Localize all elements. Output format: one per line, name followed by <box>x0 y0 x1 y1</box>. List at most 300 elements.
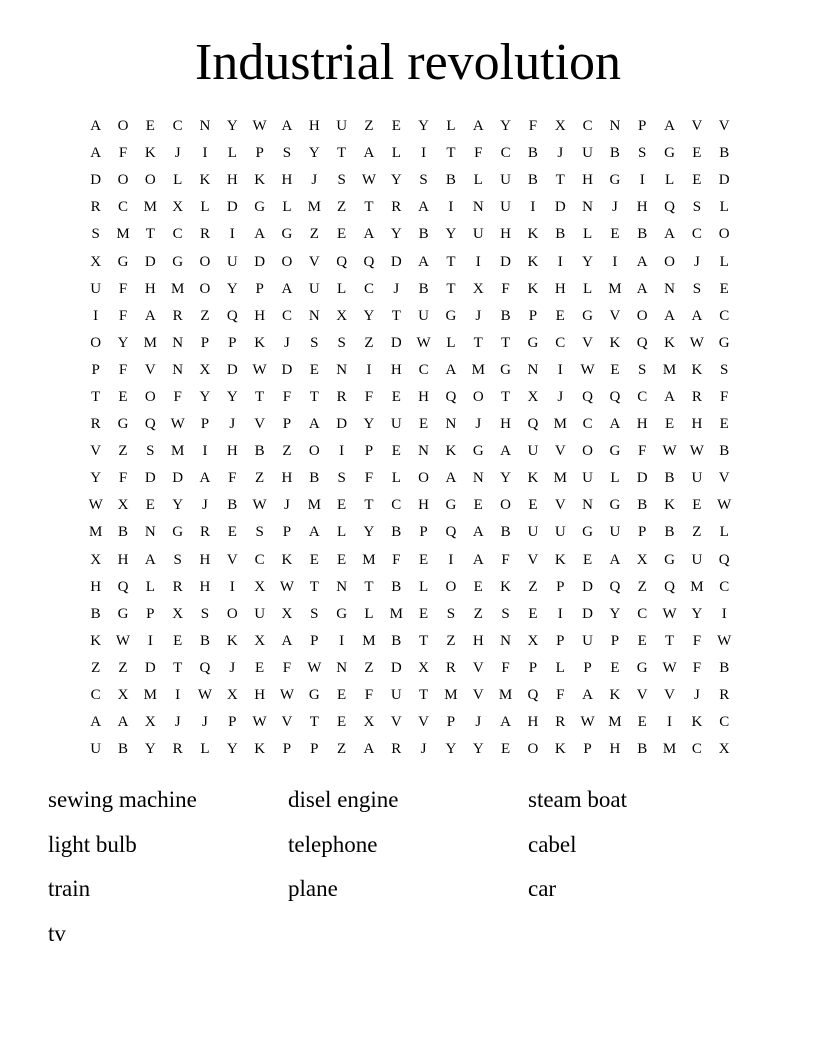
grid-cell: W <box>717 497 732 514</box>
grid-cell: N <box>172 334 184 351</box>
grid-cell: Q <box>199 659 211 676</box>
grid-cell: P <box>310 632 319 649</box>
grid-cell: A <box>691 307 703 324</box>
grid-cell: U <box>691 551 703 568</box>
grid-cell: W <box>580 714 595 731</box>
grid-cell: L <box>337 524 347 541</box>
grid-cell: U <box>472 226 484 243</box>
grid-cell: A <box>636 280 648 297</box>
grid-cell: L <box>391 145 401 162</box>
grid-cell: K <box>199 172 211 189</box>
grid-cell: K <box>664 497 675 514</box>
grid-cell: B <box>637 741 648 758</box>
grid-cell: L <box>582 226 593 243</box>
grid-cell: Y <box>418 118 430 135</box>
grid-cell: B <box>637 226 648 243</box>
grid-cell: K <box>445 443 457 460</box>
grid-cell: B <box>637 497 648 514</box>
grid-cell: O <box>527 741 539 758</box>
grid-cell: T <box>309 714 319 731</box>
grid-cell: F <box>228 470 237 487</box>
grid-cell: Z <box>528 578 538 595</box>
grid-cell: A <box>472 551 484 568</box>
grid-cell: I <box>93 307 99 324</box>
grid-cell: J <box>475 307 482 324</box>
grid-cell: O <box>226 605 238 622</box>
grid-cell: F <box>392 551 401 568</box>
grid-cell: P <box>282 524 292 541</box>
grid-cell: O <box>418 470 430 487</box>
grid-cell: P <box>200 334 210 351</box>
grid-cell: B <box>90 605 101 622</box>
grid-cell: H <box>636 416 648 433</box>
grid-cell: C <box>363 280 374 297</box>
grid-cell: Y <box>390 226 402 243</box>
grid-cell: R <box>172 741 183 758</box>
grid-cell: T <box>364 497 374 514</box>
grid-cell: A <box>90 714 102 731</box>
grid-cell: Q <box>718 551 730 568</box>
grid-cell: A <box>281 280 293 297</box>
grid-cell: J <box>393 280 400 297</box>
grid-cell: H <box>254 687 266 704</box>
grid-cell: W <box>662 659 677 676</box>
grid-cell: Q <box>445 388 457 405</box>
word-item: sewing machine <box>48 787 197 813</box>
grid-cell: V <box>718 470 730 487</box>
grid-cell: V <box>554 497 566 514</box>
grid-cell: A <box>445 361 457 378</box>
grid-cell: C <box>254 551 265 568</box>
grid-cell: Q <box>144 416 156 433</box>
grid-cell: L <box>446 118 456 135</box>
grid-cell: Q <box>582 388 593 405</box>
grid-cell: M <box>608 280 622 297</box>
grid-cell: T <box>309 578 319 595</box>
grid-cell: J <box>229 416 236 433</box>
grid-cell: D <box>582 605 593 622</box>
grid-cell: F <box>282 388 292 405</box>
grid-cell: A <box>664 307 675 324</box>
grid-cell: E <box>337 551 347 568</box>
grid-cell: I <box>448 199 454 216</box>
grid-cell: J <box>202 714 208 731</box>
grid-cell: Q <box>664 578 675 595</box>
grid-cell: I <box>557 253 563 270</box>
grid-cell: A <box>117 714 129 731</box>
grid-cell: E <box>255 659 265 676</box>
grid-row <box>82 303 738 330</box>
grid-row <box>82 167 738 194</box>
grid-cell: V <box>418 714 430 731</box>
grid-cell: E <box>391 443 401 460</box>
grid-cell: V <box>472 687 484 704</box>
grid-cell: L <box>391 470 401 487</box>
grid-cell: H <box>691 416 703 433</box>
grid-cell: S <box>337 172 346 189</box>
grid-cell: N <box>418 443 430 460</box>
grid-cell: W <box>252 714 267 731</box>
grid-cell: O <box>664 253 675 270</box>
grid-row <box>82 465 738 492</box>
grid-cell: N <box>472 199 484 216</box>
grid-cell: Q <box>226 307 238 324</box>
grid-cell: L <box>473 172 483 189</box>
grid-cell: H <box>254 307 266 324</box>
grid-cell: A <box>308 524 320 541</box>
grid-row <box>82 628 738 655</box>
grid-cell: Y <box>609 605 621 622</box>
grid-cell: U <box>500 199 511 216</box>
grid-cell: W <box>252 497 267 514</box>
grid-cell: A <box>664 226 675 243</box>
grid-cell: E <box>528 605 538 622</box>
grid-cell: F <box>474 145 483 162</box>
grid-cell: B <box>527 145 538 162</box>
grid-cell: L <box>200 741 210 758</box>
grid-cell: K <box>664 334 675 351</box>
grid-cell: T <box>501 388 511 405</box>
grid-cell: E <box>419 605 429 622</box>
grid-cell: K <box>527 253 539 270</box>
grid-cell: B <box>719 659 730 676</box>
grid-cell: H <box>281 470 293 487</box>
grid-cell: D <box>718 172 730 189</box>
grid-cell: H <box>281 172 293 189</box>
grid-cell: W <box>689 334 704 351</box>
grid-row <box>82 194 738 221</box>
grid-cell: K <box>90 632 102 649</box>
grid-cell: Y <box>226 280 238 297</box>
grid-cell: T <box>664 632 675 649</box>
grid-cell: H <box>418 388 430 405</box>
grid-cell: D <box>226 361 238 378</box>
grid-cell: J <box>557 388 564 405</box>
grid-cell: E <box>227 524 237 541</box>
grid-cell: H <box>554 280 566 297</box>
grid-cell: D <box>390 253 402 270</box>
grid-cell: W <box>252 361 267 378</box>
grid-cell: B <box>719 145 730 162</box>
grid-cell: Z <box>337 741 347 758</box>
word-item: light bulb <box>48 831 137 857</box>
grid-cell: J <box>475 714 482 731</box>
grid-cell: A <box>418 199 430 216</box>
grid-cell: I <box>721 605 727 622</box>
word-item: tv <box>48 920 66 946</box>
grid-cell: E <box>473 497 483 514</box>
grid-cell: E <box>118 388 128 405</box>
grid-cell: A <box>281 118 293 135</box>
grid-cell: D <box>500 253 511 270</box>
grid-cell: L <box>446 334 456 351</box>
grid-cell: B <box>309 470 320 487</box>
grid-cell: E <box>145 497 155 514</box>
grid-cell: Y <box>500 470 511 487</box>
grid-cell: S <box>91 226 100 243</box>
word-item: disel engine <box>288 787 399 813</box>
grid-cell: J <box>202 497 208 514</box>
grid-cell: I <box>421 145 427 162</box>
grid-cell: Z <box>364 659 374 676</box>
grid-cell: X <box>636 551 648 568</box>
grid-cell: H <box>226 443 238 460</box>
grid-cell: M <box>690 578 704 595</box>
grid-cell: E <box>501 741 511 758</box>
grid-cell: V <box>472 659 484 676</box>
grid-cell: P <box>310 741 319 758</box>
grid-cell: I <box>366 361 372 378</box>
grid-cell: K <box>691 361 703 378</box>
grid-cell: L <box>582 280 593 297</box>
grid-cell: J <box>475 416 482 433</box>
grid-cell: D <box>390 659 402 676</box>
grid-cell: Q <box>527 687 539 704</box>
grid-cell: S <box>282 145 292 162</box>
grid-cell: U <box>308 280 320 297</box>
grid-cell: B <box>418 226 429 243</box>
grid-row <box>82 411 738 438</box>
grid-cell: G <box>472 443 484 460</box>
grid-cell: F <box>528 118 538 135</box>
grid-cell: B <box>719 443 730 460</box>
grid-cell: V <box>308 253 320 270</box>
grid-cell: G <box>281 226 293 243</box>
grid-row <box>82 519 738 546</box>
grid-cell: J <box>174 714 181 731</box>
grid-cell: B <box>555 226 566 243</box>
grid-cell: U <box>582 632 593 649</box>
word-row <box>48 823 768 868</box>
grid-cell: U <box>527 443 539 460</box>
grid-cell: H <box>308 118 320 135</box>
grid-cell: H <box>199 551 211 568</box>
grid-cell: V <box>582 334 593 351</box>
grid-cell: X <box>281 605 293 622</box>
grid-cell: E <box>309 551 319 568</box>
grid-cell: N <box>582 497 593 514</box>
grid-cell: I <box>557 361 563 378</box>
grid-row <box>82 601 738 628</box>
grid-cell: R <box>445 659 456 676</box>
grid-cell: T <box>446 280 456 297</box>
grid-cell: X <box>117 497 129 514</box>
grid-cell: W <box>580 361 595 378</box>
grid-cell: X <box>418 659 430 676</box>
grid-cell: T <box>419 632 429 649</box>
grid-cell: B <box>117 741 128 758</box>
grid-cell: C <box>637 388 648 405</box>
grid-cell: K <box>554 551 566 568</box>
grid-cell: M <box>444 687 458 704</box>
grid-cell: H <box>90 578 102 595</box>
grid-cell: I <box>639 172 645 189</box>
grid-cell: O <box>308 443 320 460</box>
grid-cell: T <box>473 334 483 351</box>
grid-cell: L <box>719 524 729 541</box>
grid-cell: F <box>501 659 510 676</box>
grid-cell: J <box>693 687 700 704</box>
grid-cell: Y <box>226 741 238 758</box>
grid-cell: K <box>527 470 539 487</box>
grid-cell: A <box>363 145 375 162</box>
grid-cell: Y <box>144 741 156 758</box>
grid-cell: S <box>501 605 510 622</box>
grid-cell: C <box>90 687 101 704</box>
grid-cell: Z <box>91 659 101 676</box>
grid-cell: A <box>609 551 621 568</box>
grid-cell: O <box>472 388 484 405</box>
grid-cell: W <box>170 416 185 433</box>
grid-cell: K <box>609 687 621 704</box>
grid-cell: U <box>390 416 402 433</box>
grid-cell: D <box>390 334 402 351</box>
grid-cell: R <box>172 578 183 595</box>
grid-cell: X <box>254 632 266 649</box>
grid-cell: R <box>199 524 210 541</box>
grid-cell: I <box>175 687 181 704</box>
grid-cell: C <box>391 497 402 514</box>
grid-cell: B <box>117 524 128 541</box>
grid-cell: H <box>472 632 484 649</box>
grid-cell: O <box>582 443 593 460</box>
grid-cell: O <box>117 172 129 189</box>
grid-cell: T <box>555 172 565 189</box>
grid-cell: F <box>118 145 128 162</box>
grid-cell: J <box>420 741 427 758</box>
grid-cell: R <box>336 388 347 405</box>
grid-cell: F <box>364 687 374 704</box>
grid-cell: Y <box>445 741 457 758</box>
grid-cell: D <box>636 470 648 487</box>
grid-cell: S <box>255 524 264 541</box>
grid-cell: I <box>475 253 481 270</box>
grid-cell: W <box>717 632 732 649</box>
grid-cell: W <box>689 443 704 460</box>
grid-cell: C <box>172 118 183 135</box>
grid-cell: K <box>691 714 703 731</box>
grid-cell: T <box>255 388 265 405</box>
grid-cell: M <box>362 632 376 649</box>
grid-cell: L <box>555 659 565 676</box>
grid-cell: F <box>556 687 565 704</box>
grid-cell: Z <box>118 443 128 460</box>
grid-cell: H <box>500 416 511 433</box>
grid-cell: N <box>308 307 320 324</box>
grid-cell: L <box>610 470 620 487</box>
grid-cell: R <box>691 388 702 405</box>
grid-cell: K <box>527 280 539 297</box>
grid-cell: G <box>445 307 457 324</box>
grid-cell: T <box>145 226 155 243</box>
grid-cell: Y <box>308 145 320 162</box>
grid-cell: O <box>144 388 156 405</box>
grid-cell: P <box>255 145 264 162</box>
grid-cell: L <box>173 172 183 189</box>
grid-cell: P <box>200 416 210 433</box>
grid-cell: P <box>446 714 456 731</box>
grid-cell: C <box>418 361 429 378</box>
grid-cell: A <box>609 416 621 433</box>
grid-cell: E <box>637 714 647 731</box>
grid-cell: K <box>527 226 539 243</box>
grid-cell: Z <box>446 632 456 649</box>
grid-cell: F <box>118 361 128 378</box>
grid-cell: G <box>500 361 511 378</box>
grid-cell: A <box>254 226 266 243</box>
grid-cell: S <box>146 443 155 460</box>
grid-cell: G <box>336 605 348 622</box>
grid-cell: A <box>636 253 648 270</box>
grid-cell: K <box>254 172 266 189</box>
grid-cell: G <box>664 145 675 162</box>
grid-cell: V <box>636 687 648 704</box>
grid-cell: J <box>174 145 181 162</box>
grid-cell: D <box>144 659 156 676</box>
grid-cell: A <box>90 118 102 135</box>
grid-cell: T <box>446 253 456 270</box>
letter-grid <box>82 113 738 763</box>
grid-cell: D <box>281 361 293 378</box>
grid-cell: G <box>117 605 129 622</box>
grid-cell: U <box>500 172 511 189</box>
grid-cell: H <box>418 497 430 514</box>
grid-cell: X <box>554 118 566 135</box>
grid-cell: A <box>445 470 457 487</box>
grid-cell: M <box>143 199 157 216</box>
grid-cell: B <box>664 470 675 487</box>
grid-cell: M <box>307 199 321 216</box>
grid-cell: G <box>172 253 184 270</box>
grid-cell: S <box>310 605 319 622</box>
word-item: train <box>48 876 91 902</box>
grid-cell: U <box>336 118 348 135</box>
grid-cell: W <box>279 578 295 595</box>
word-item: car <box>528 876 557 902</box>
grid-cell: P <box>255 280 264 297</box>
word-row <box>48 912 768 957</box>
grid-cell: I <box>448 551 454 568</box>
grid-cell: R <box>391 741 402 758</box>
grid-cell: N <box>336 578 348 595</box>
grid-cell: G <box>308 687 320 704</box>
grid-cell: E <box>419 416 429 433</box>
grid-cell: A <box>500 714 511 731</box>
grid-cell: X <box>336 307 348 324</box>
grid-cell: I <box>202 443 208 460</box>
grid-cell: C <box>172 226 183 243</box>
grid-cell: Q <box>609 388 621 405</box>
word-item: plane <box>288 876 338 902</box>
grid-cell: L <box>200 199 210 216</box>
grid-cell: Y <box>363 416 375 433</box>
grid-cell: S <box>337 334 346 351</box>
word-list <box>48 778 768 956</box>
grid-cell: W <box>197 687 213 704</box>
grid-cell: N <box>500 632 511 649</box>
grid-cell: I <box>557 605 563 622</box>
grid-row <box>82 709 738 736</box>
grid-cell: P <box>146 605 155 622</box>
grid-cell: F <box>720 388 729 405</box>
grid-cell: B <box>391 524 402 541</box>
grid-cell: M <box>553 416 567 433</box>
grid-cell: N <box>527 361 539 378</box>
grid-cell: P <box>638 524 647 541</box>
grid-cell: F <box>282 659 292 676</box>
grid-cell: N <box>472 470 484 487</box>
grid-cell: I <box>612 253 618 270</box>
